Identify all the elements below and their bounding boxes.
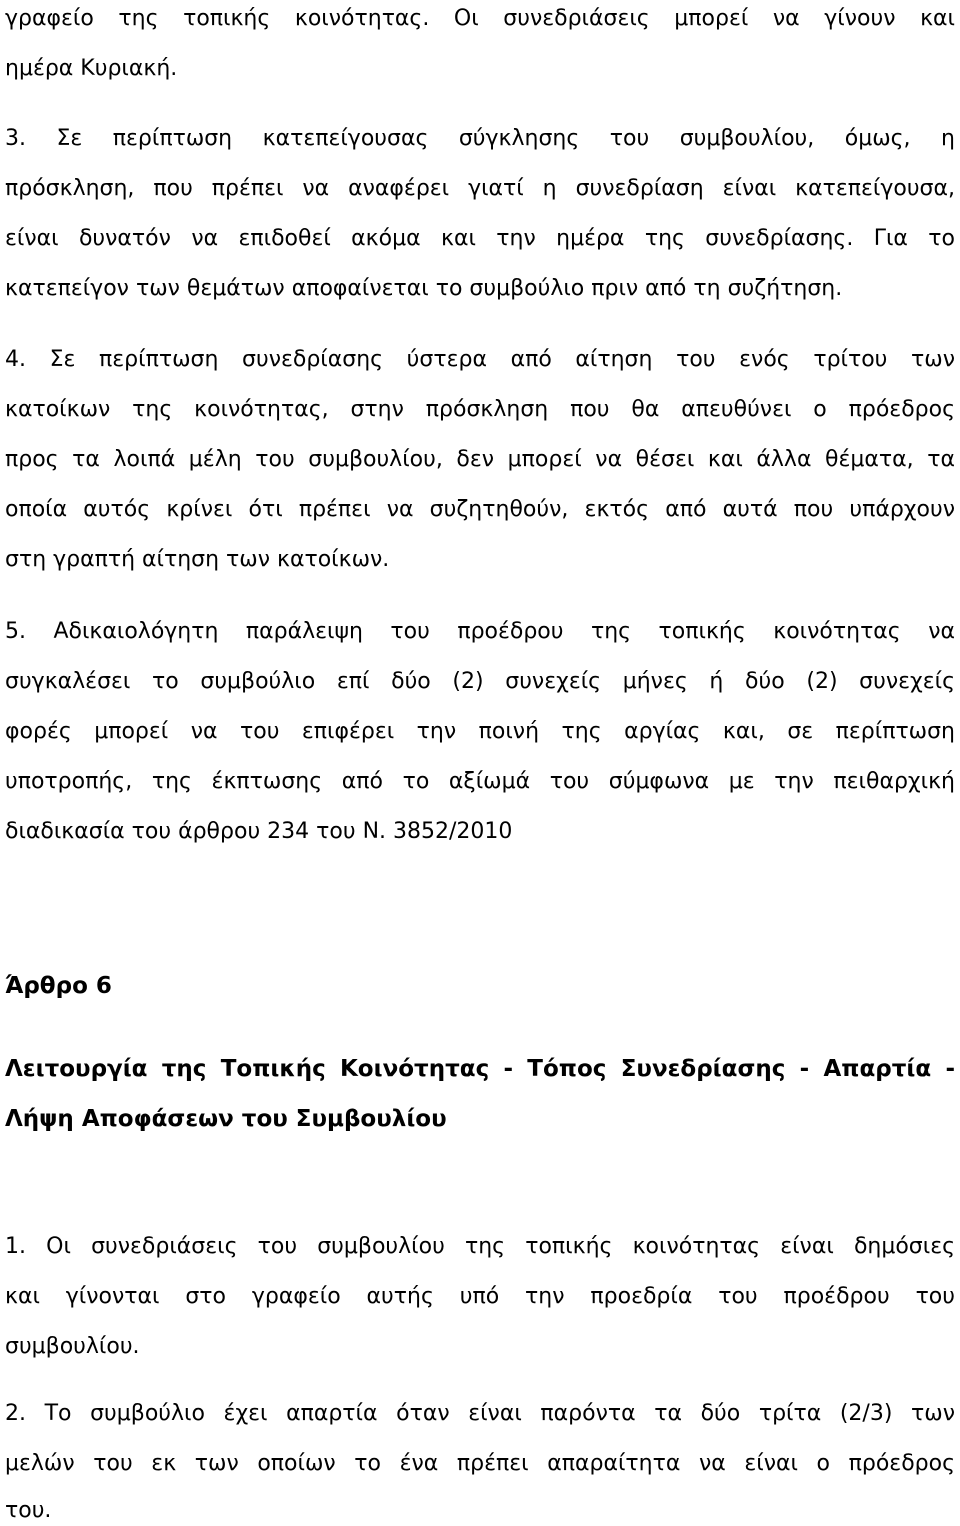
item-4-line: στη γραπτή αίτηση των κατοίκων. [5,547,390,572]
item-5-line: φορές μπορεί να του επιφέρει την ποινή της αργίας και, σε περίπτωση [5,719,955,744]
item-4-line: οποία αυτός κρίνει ότι πρέπει να συζητηθούν, εκτός από αυτά που υπάρχουν [5,497,955,522]
item-5-line: συγκαλέσει το συμβούλιο επί δύο (2) συνεχείς μήνες ή δύο (2) συνεχείς [5,669,955,694]
paragraph-line: ημέρα Κυριακή. [5,56,178,81]
article-item-2-line: του. [5,1498,52,1523]
article-item-1-line: και γίνονται στο γραφείο αυτής υπό την προεδρία του προέδρου του [5,1284,955,1309]
article-title-line: Λειτουργία της Τοπικής Κοινότητας - Τόπος Συνεδρίασης - Απαρτία - [5,1056,955,1082]
item-3-line: κατεπείγον των θεμάτων αποφαίνεται το συμβούλιο πριν από τη συζήτηση. [5,276,843,301]
article-item-1-line: συμβουλίου. [5,1334,140,1359]
item-4-line: 4. Σε περίπτωση συνεδρίασης ύστερα από αίτηση του ενός τρίτου των [5,347,955,372]
item-3-line: είναι δυνατόν να επιδοθεί ακόμα και την ημέρα της συνεδρίασης. Για το [5,226,955,251]
item-4-line: κατοίκων της κοινότητας, στην πρόσκληση που θα απευθύνει ο πρόεδρος [5,397,955,422]
article-item-2-line: 2. Το συμβούλιο έχει απαρτία όταν είναι παρόντα τα δύο τρίτα (2/3) των [5,1401,955,1426]
item-4-line: προς τα λοιπά μέλη του συμβουλίου, δεν μπορεί να θέσει και άλλα θέματα, τα [5,447,955,472]
paragraph-line: γραφείο της τοπικής κοινότητας. Οι συνεδριάσεις μπορεί να γίνουν και [5,6,955,31]
article-item-2-line: μελών του εκ των οποίων το ένα πρέπει απαραίτητα να είναι ο πρόεδρος [5,1451,955,1476]
article-number: Άρθρο 6 [5,973,112,999]
article-title-line: Λήψη Αποφάσεων του Συμβουλίου [5,1106,447,1132]
article-item-1-line: 1. Οι συνεδριάσεις του συμβουλίου της τοπικής κοινότητας είναι δημόσιες [5,1234,955,1259]
item-3-line: πρόσκληση, που πρέπει να αναφέρει γιατί η συνεδρίαση είναι κατεπείγουσα, [5,176,955,201]
item-5-line: διαδικασία του άρθρου 234 του Ν. 3852/2010 [5,819,513,844]
item-3-line: 3. Σε περίπτωση κατεπείγουσας σύγκλησης του συμβουλίου, όμως, η [5,126,955,151]
item-5-line: υποτροπής, της έκπτωσης από το αξίωμά του σύμφωνα με την πειθαρχική [5,769,955,794]
item-5-line: 5. Αδικαιολόγητη παράλειψη του προέδρου της τοπικής κοινότητας να [5,619,955,644]
